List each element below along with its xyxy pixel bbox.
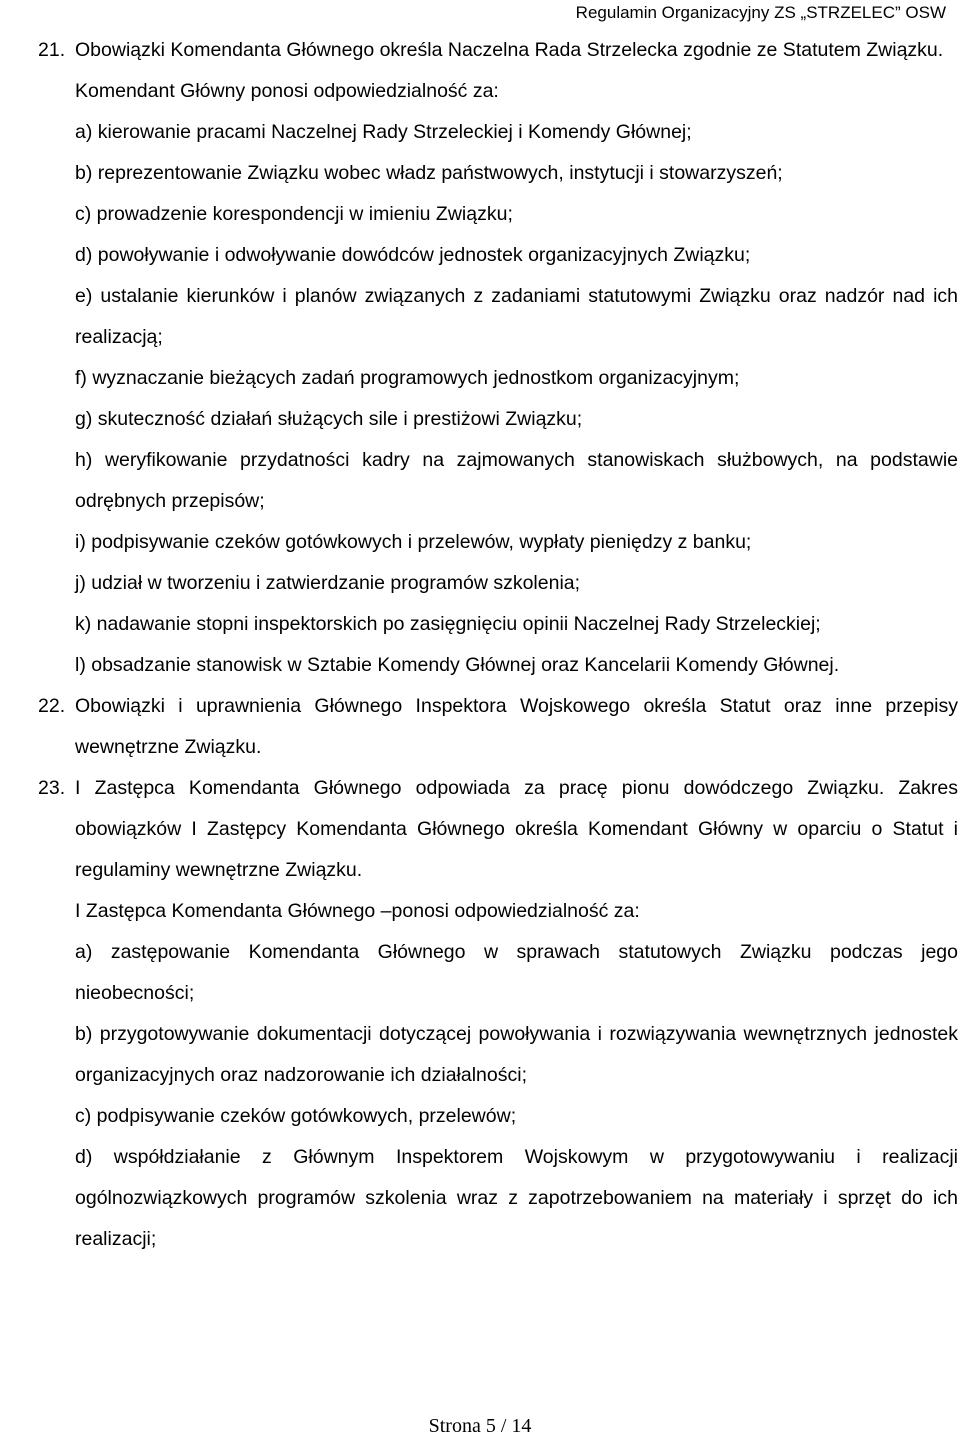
- list-item: i) podpisywanie czeków gotówkowych i przelewów, wypłaty pieniędzy z banku;: [75, 531, 752, 553]
- list-item: a) zastępowanie Komendanta Głównego w sprawach statutowych Związku podczas jego nieobecności;: [75, 941, 958, 1004]
- list-item: f) wyznaczanie bieżących zadań programowych jednostkom organizacyjnym;: [75, 367, 740, 389]
- section-intro: Komendant Główny ponosi odpowiedzialność za:: [75, 80, 499, 102]
- list-item: h) weryfikowanie przydatności kadry na zajmowanych stanowiskach służbowych, na podstawie odrębnych przepisów;: [75, 449, 958, 512]
- section-text: Obowiązki Komendanta Głównego określa Naczelna Rada Strzelecka zgodnie ze Statutem Związku.: [75, 39, 944, 61]
- list-item: c) podpisywanie czeków gotówkowych, przelewów;: [75, 1105, 517, 1127]
- list-item: g) skuteczność działań służących sile i prestiżowi Związku;: [75, 408, 583, 430]
- section-21: [38, 30, 958, 686]
- list-item: b) reprezentowanie Związku wobec władz państwowych, instytucji i stowarzyszeń;: [75, 162, 783, 184]
- list-item: k) nadawanie stopni inspektorskich po zasięgnięciu opinii Naczelnej Rady Strzeleckiej;: [75, 613, 821, 635]
- section-text: I Zastępca Komendanta Głównego odpowiada za pracę pionu dowódczego Związku. Zakres obowiązków I Zastępcy Komendanta Głównego określa Komendant Główny w oparciu o Statut i regulaminy wewnętrzne Związku.: [75, 777, 958, 881]
- section-number: 22.: [38, 695, 66, 717]
- section-number: 21.: [38, 39, 66, 61]
- document-body: [38, 30, 958, 1260]
- list-item: d) powoływanie i odwoływanie dowódców jednostek organizacyjnych Związku;: [75, 244, 751, 266]
- section-22: [38, 686, 958, 768]
- list-item: j) udział w tworzeniu i zatwierdzanie programów szkolenia;: [75, 572, 581, 594]
- list-item: d) współdziałanie z Głównym Inspektorem Wojskowym w przygotowywaniu i realizacji ogólnozwiązkowych programów szkolenia wraz z zapotrzebowaniem na materiały i sprzęt do ich realizacji;: [75, 1146, 958, 1250]
- page-number: Strona 5 / 14: [428, 1415, 532, 1437]
- list-item: e) ustalanie kierunków i planów związanych z zadaniami statutowymi Związku oraz nadzór nad ich realizacją;: [75, 285, 958, 348]
- list-item: l) obsadzanie stanowisk w Sztabie Komendy Głównej oraz Kancelarii Komendy Głównej.: [75, 654, 840, 676]
- document-header: Regulamin Organizacyjny ZS „STRZELEC” OSW: [575, 3, 946, 22]
- section-intro: I Zastępca Komendanta Głównego –ponosi odpowiedzialność za:: [75, 900, 640, 922]
- section-23: [38, 768, 958, 1260]
- list-item: a) kierowanie pracami Naczelnej Rady Strzeleckiej i Komendy Głównej;: [75, 121, 692, 143]
- list-item: c) prowadzenie korespondencji w imieniu Związku;: [75, 203, 513, 225]
- section-number: 23.: [38, 777, 66, 799]
- list-item: b) przygotowywanie dokumentacji dotyczącej powoływania i rozwiązywania wewnętrznych jednostek organizacyjnych oraz nadzorowanie ich działalności;: [75, 1023, 958, 1086]
- section-text: Obowiązki i uprawnienia Głównego Inspektora Wojskowego określa Statut oraz inne przepisy wewnętrzne Związku.: [75, 695, 958, 758]
